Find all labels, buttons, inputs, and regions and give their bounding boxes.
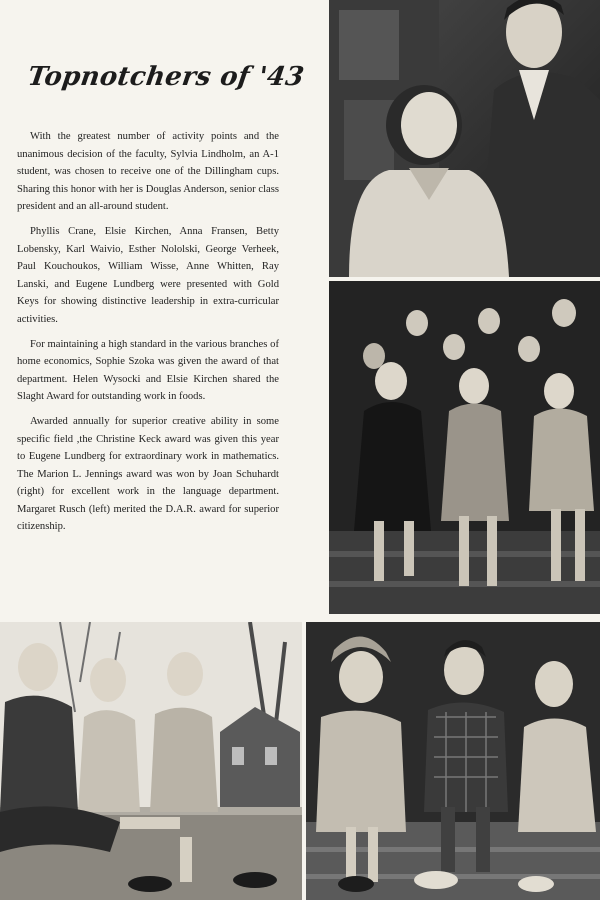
photo-gold-keys-group — [329, 281, 600, 614]
paragraph-home-economics: For maintaining a high standard in the various branches of home economics, Sophie Szoka was given the award of that department. Helen Wysocki and Elsie Kirchen shared the Slaght Award for outstanding work in foods. — [17, 338, 279, 403]
paragraph-dillingham-cups: With the greatest number of activity points and the unanimous decision of the faculty, Sylvia Lindholm, an A-1 student, was chosen to receive one of the Dillingham cups. Sharing this honor with her is Douglas Anderson, senior class president and an all-around student. — [17, 131, 279, 213]
photo-award-winners-steps — [306, 622, 600, 900]
photo-cup-winners — [329, 0, 600, 277]
photo-three-girls-outdoors — [0, 622, 302, 900]
paragraph-gold-keys: Phyllis Crane, Elsie Kirchen, Anna Fransen, Betty Lobensky, Karl Waivio, Esther Nololski, George Verheek, Paul Kouchoukos, William Wisse, Anne Whitten, Ray Lanski, and Eugene Lundberg were presented with Gold Keys for showing distinctive leadership in extra-curricular activities. — [17, 225, 279, 325]
article-text — [17, 128, 279, 543]
page-title: Topnotchers of '43 — [25, 62, 307, 92]
paragraph-keck-award: Awarded annually for superior creative ability in some specific field ,the Christine Keck award was given this year to Eugene Lundberg for extraordinary work in mathematics. The Marion L. Jennings award was won by Joan Schuhardt (right) for excellent work in the language department. Margaret Rusch (left) merited the D.A.R. award for superior citizenship. — [17, 415, 279, 533]
